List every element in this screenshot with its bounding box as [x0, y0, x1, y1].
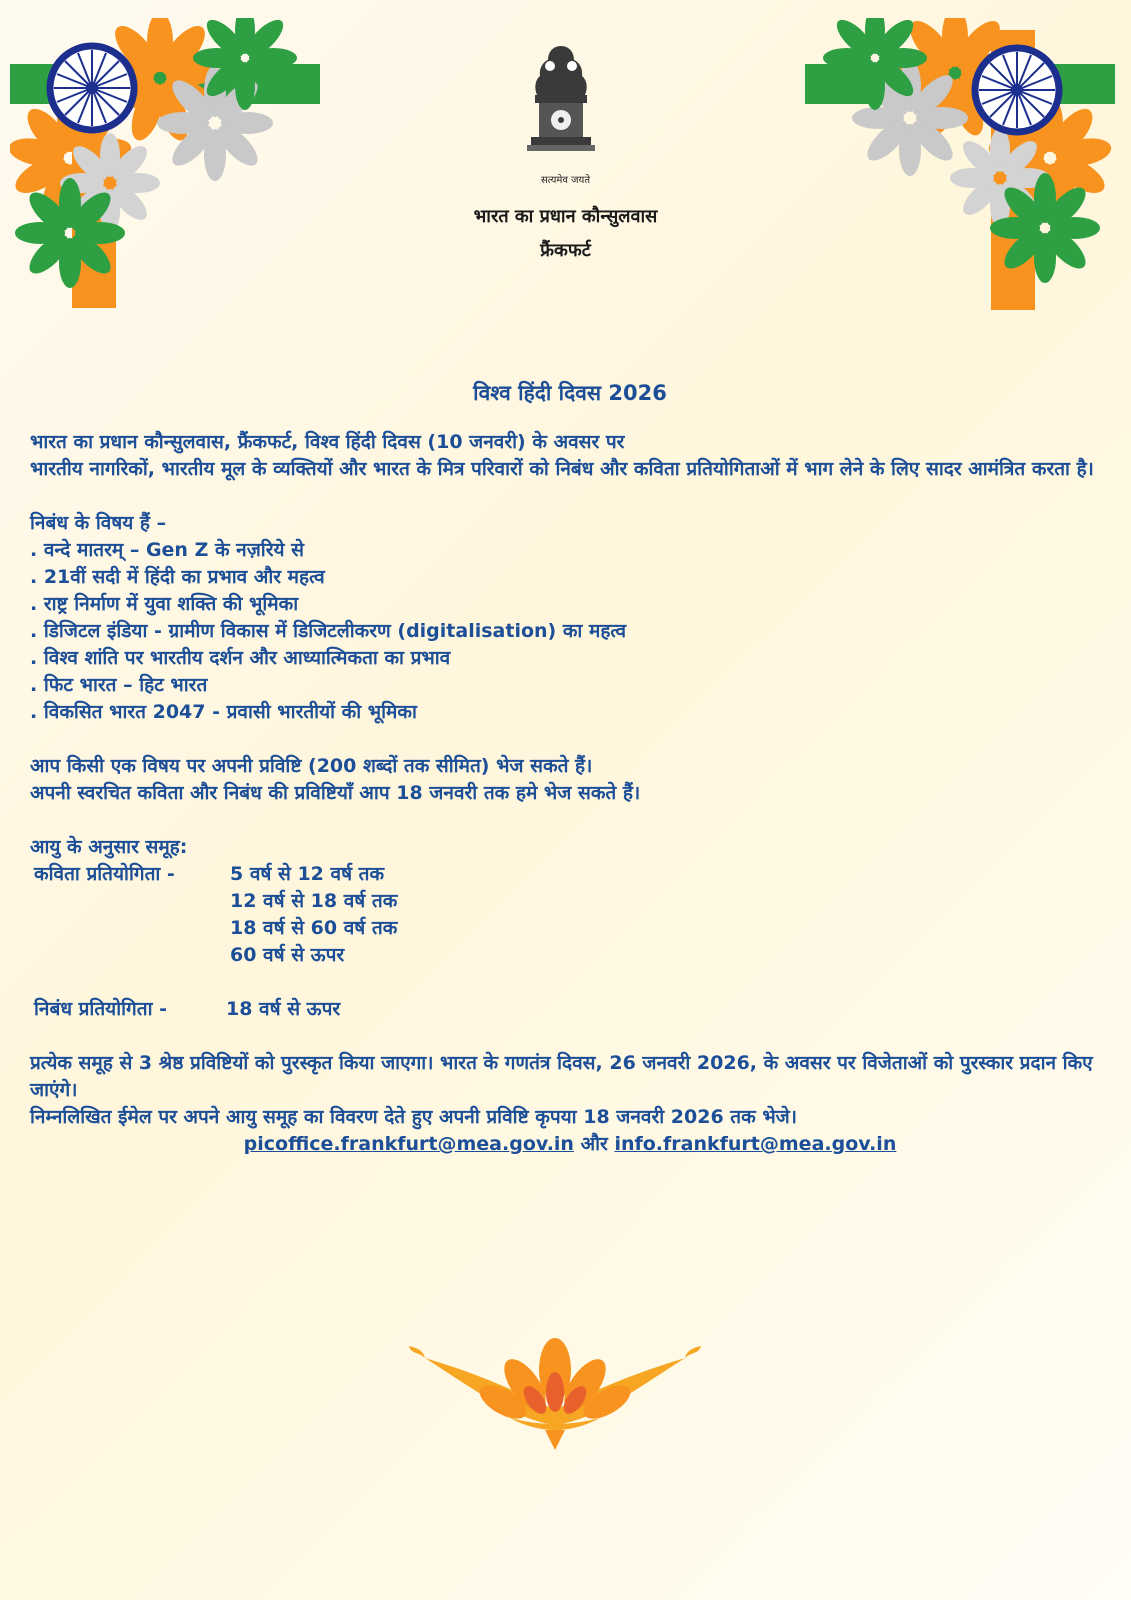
- submission-line-1: आप किसी एक विषय पर अपनी प्रविष्टि (200 शब्दों तक सीमित) भेज सकते हैं।: [30, 755, 593, 777]
- list-item: . डिजिटल इंडिया - ग्रामीण विकास में डिजिटलीकरण (digitalisation) का महत्व: [30, 620, 627, 642]
- consulate-city: फ्रैंकफर्ट: [540, 240, 591, 261]
- poetry-age-groups: [34, 861, 1110, 969]
- list-item: . विश्व शांति पर भारतीय दर्शन और आध्यात्मिकता का प्रभाव: [30, 647, 451, 669]
- essay-age-group: [34, 996, 1110, 1023]
- submission-line-2: अपनी स्वरचित कविता और निबंध की प्रविष्टियाँ आप 18 जनवरी तक हमे भेज सकते हैं।: [30, 782, 641, 804]
- essay-topics-list: [30, 537, 1110, 726]
- intro-line-2: भारतीय नागरिकों, भारतीय मूल के व्यक्तियों और भारत के मित्र परिवारों को निबंध और कविता प्रतियोगिताओं में भाग लेने के लिए सादर आमंत्रित करता है।: [30, 458, 1094, 480]
- age-group: 18 वर्ष से 60 वर्ष तक: [230, 917, 398, 939]
- tricolor-flower-corner-left: [10, 18, 330, 313]
- list-item: . राष्ट्र निर्माण में युवा शक्ति की भूमिका: [30, 593, 299, 615]
- floral-ornament-icon: [405, 1330, 705, 1455]
- list-item: . फिट भारत – हिट भारत: [30, 674, 208, 696]
- list-item: . वन्दे मातरम् – Gen Z के नज़रिये से: [30, 539, 304, 561]
- email-link-picoffice[interactable]: picoffice.frankfurt@mea.gov.in: [243, 1133, 574, 1155]
- age-group: 60 वर्ष से ऊपर: [230, 944, 345, 966]
- national-emblem-icon: [515, 40, 607, 170]
- tricolor-flower-corner-right: [805, 18, 1125, 313]
- list-item: . विकसित भारत 2047 - प्रवासी भारतीयों की भूमिका: [30, 701, 417, 723]
- awards-line-1: प्रत्येक समूह से 3 श्रेष्ठ प्रविष्टियों को पुरस्कृत किया जाएगा। भारत के गणतंत्र दिवस, 26 जनवरी 2026, के अवसर पर विजेताओं को पुरस्कार प्रदान किए जाएंगे।: [30, 1052, 1093, 1101]
- page-title: विश्व हिंदी दिवस 2026: [473, 381, 667, 405]
- essay-competition-label: निबंध प्रतियोगिता -: [34, 998, 167, 1020]
- age-group: 12 वर्ष से 18 वर्ष तक: [230, 890, 398, 912]
- main-content: [30, 380, 1110, 1158]
- age-group: 18 वर्ष से ऊपर: [226, 998, 341, 1020]
- consulate-name: भारत का प्रधान कौन्सुलवास: [473, 206, 658, 227]
- age-group: 5 वर्ष से 12 वर्ष तक: [230, 863, 385, 885]
- essay-topics-heading: निबंध के विषय हैं –: [30, 512, 167, 534]
- contact-emails: [30, 1131, 1110, 1158]
- intro-line-1: भारत का प्रधान कौन्सुलवास, फ्रैंकफर्ट, विश्व हिंदी दिवस (10 जनवरी) के अवसर पर: [30, 431, 625, 453]
- email-link-info[interactable]: info.frankfurt@mea.gov.in: [614, 1133, 897, 1155]
- emblem-motto: सत्यमेव जयते: [540, 175, 591, 186]
- poetry-competition-label: कविता प्रतियोगिता -: [34, 863, 175, 885]
- awards-line-2: निम्नलिखित ईमेल पर अपने आयु समूह का विवरण देते हुए अपनी प्रविष्टि कृपया 18 जनवरी 2026 तक भेजे।: [30, 1106, 797, 1128]
- email-joiner: और: [580, 1133, 608, 1155]
- age-groups-heading: आयु के अनुसार समूह:: [30, 836, 188, 858]
- list-item: . 21वीं सदी में हिंदी का प्रभाव और महत्व: [30, 566, 325, 588]
